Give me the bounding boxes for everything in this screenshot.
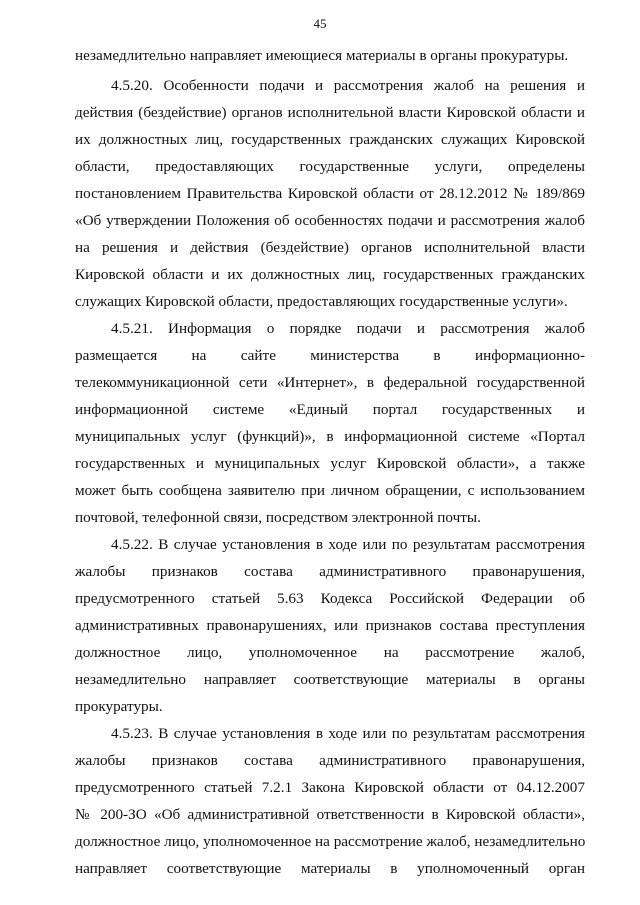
text-line: предусмотренного статьей 7.2.1 Закона Кировской области от 04.12.2007 (75, 779, 585, 796)
text-line: служащих Кировской области, предоставляющих государственные услуги». (75, 293, 568, 310)
text-line: постановлением Правительства Кировской области от 28.12.2012 № 189/869 (75, 185, 585, 202)
text-line: направляет соответствующие материалы в уполномоченный орган (75, 860, 585, 877)
text-line: административных правонарушениях, или признаков состава преступления (75, 617, 585, 634)
text-line: должностное лицо, уполномоченное на рассмотрение жалоб, незамедлительно (75, 833, 586, 850)
text-line: незамедлительно направляет имеющиеся материалы в органы прокуратуры. (75, 47, 569, 64)
text-line: жалобы признаков состава административного правонарушения, (75, 563, 585, 580)
paragraph-start-line: 4.5.20. Особенности подачи и рассмотрения жалоб на решения и (111, 77, 585, 94)
text-line: предусмотренного статьей 5.63 Кодекса Российской Федерации об (75, 590, 585, 607)
text-line: «Об утверждении Положения об особенностях подачи и рассмотрения жалоб (75, 212, 585, 229)
text-line: муниципальных услуг (функций)», в информационной системе «Портал (75, 428, 585, 445)
text-line: действия (бездействие) органов исполнительной власти Кировской области и (75, 104, 585, 121)
text-line: области, предоставляющих государственные услуги, определены (75, 158, 585, 175)
text-line: их должностных лиц, государственных гражданских служащих Кировской (75, 131, 585, 148)
text-line: информационной системе «Единый портал государственных и (75, 401, 585, 418)
text-line: размещается на сайте министерства в информационно- (75, 347, 585, 364)
text-line: на решения и действия (бездействие) органов исполнительной власти (75, 239, 585, 256)
paragraph-start-line: 4.5.22. В случае установления в ходе или по результатам рассмотрения (111, 536, 585, 553)
text-line: может быть сообщена заявителю при личном обращении, с использованием (75, 482, 585, 499)
text-line: незамедлительно направляет соответствующие материалы в органы (75, 671, 585, 688)
text-line: государственных и муниципальных услуг Кировской области», а также (75, 455, 585, 472)
paragraph-start-line: 4.5.23. В случае установления в ходе или по результатам рассмотрения (111, 725, 585, 742)
paragraph-start-line: 4.5.21. Информация о порядке подачи и рассмотрения жалоб (111, 320, 585, 337)
text-line: № 200-ЗО «Об административной ответственности в Кировской области», (75, 806, 585, 823)
text-line: почтовой, телефонной связи, посредством электронной почты. (75, 509, 481, 526)
text-line: телекоммуникационной сети «Интернет», в федеральной государственной (75, 374, 585, 391)
text-line: жалобы признаков состава административного правонарушения, (75, 752, 585, 769)
page-number: 45 (313, 16, 327, 31)
text-line: прокуратуры. (75, 698, 163, 715)
text-line: должностное лицо, уполномоченное на рассмотрение жалоб, (75, 644, 585, 661)
text-line: Кировской области и их должностных лиц, государственных гражданских (75, 266, 585, 283)
